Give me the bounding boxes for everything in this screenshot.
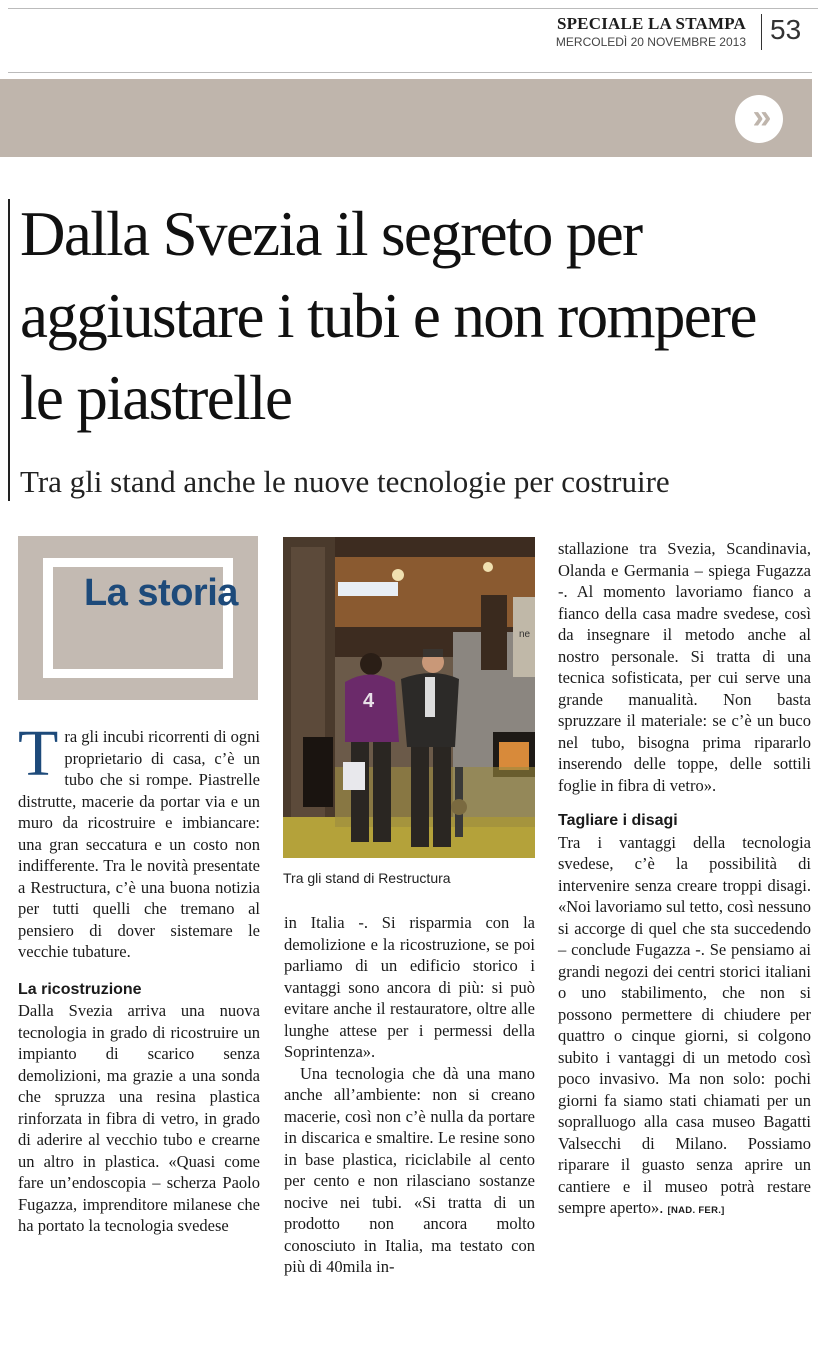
photo-jersey-number: 4	[363, 690, 375, 712]
page-number-divider	[761, 14, 762, 50]
headline: Dalla Svezia il segreto per aggiustare i tubi e non rompere le piastrelle	[20, 199, 756, 433]
paragraph: in Italia -. Si risparmia con la demolizione e la ricostruzione, se poi parliamo di un edificio storico i vantaggi sono ancora di più: si può evitare anche il restauratore, oltre alle lunghe attese per i permessi della Soprintenza».	[284, 913, 535, 1061]
article-column-1	[18, 717, 260, 1237]
top-rule	[8, 8, 818, 9]
photo-sign: ne	[519, 629, 531, 640]
author-signature: [NAD. FER.]	[667, 1205, 725, 1216]
section-subhead-ricostruzione: La ricostruzione	[18, 980, 142, 998]
rubric-label: La storia	[84, 572, 238, 614]
section-band	[0, 79, 812, 157]
masthead	[556, 14, 746, 49]
page-number: 53	[770, 14, 802, 45]
closing-paragraph: Tra i vantaggi della tecnologia svedese, c’è la possibilità di intervenire senza creare troppi disagi. «Noi lavoriamo sul tetto, così nessuno si accorge di quel che sta succedendo – conclude Fugazza -. Se pensiamo ai grandi negozi dei centri storici italiani o uno stabilimento, che non si possono permettere di chiudere per quattro o cinque giorni, si colgono subito i vantaggi di un metodo così poco invasivo. Ma non solo: pochi giorni fa siamo stati chiamati per un sopralluogo alla casa museo Bagatti Valsecchi di Milano. Possiamo riparare il guasto senza aprire un cantiere e il museo potrà restare sempre aperto».	[558, 832, 811, 1217]
article-photo	[283, 537, 535, 858]
masthead-brand: SPECIALE LA STAMPA	[556, 14, 746, 33]
paragraph: stallazione tra Svezia, Scandinavia, Olanda e Germania – spiega Fugazza -. Al momento lavoriamo fianco a fianco della casa madre svedese, così da insegnare il metodo anche al nostro personale. Si tratta di una tecnica sofisticata, per cui serve una grande manualità. Non basta spruzzare il materiale: se c’è un buco nel tubo, bisogna prima ripararlo inserendo delle toppe, delle sottili foglie in fibra di vetro».	[558, 539, 811, 795]
drop-cap: T	[18, 717, 59, 790]
rubric-box	[18, 536, 258, 700]
article-column-2	[284, 912, 535, 1278]
lead-paragraph: ra gli incubi ricorrenti di ogni proprietario di casa, c’è un tubo che si rompe. Piastrelle distrutte, macerie da portar via e un muro da ricostruire e imbiancare: una gran seccatura e un costo non indifferente. Tra le novità presentate a Restructura, c’è una buona notizia per tutti quelli che tremano al pensiero di dover sistemare le vecchie tubature.	[18, 727, 260, 961]
masthead-date: MERCOLEDÌ 20 NOVEMBRE 2013	[555, 35, 746, 49]
band-rule	[8, 72, 812, 73]
article-column-3	[558, 538, 811, 1222]
headline-rule	[8, 199, 10, 501]
paragraph	[558, 832, 811, 1222]
subheadline: Tra gli stand anche le nuove tecnologie per costruire	[20, 464, 670, 499]
photo-caption: Tra gli stand di Restructura	[283, 870, 451, 886]
section-subhead-tagliare: Tagliare i disagi	[558, 812, 678, 829]
paragraph: Dalla Svezia arriva una nuova tecnologia in grado di ricostruire un impianto di scarico senza demolizioni, ma grazie a una sonda che spruzza una resina plastica rinforzata in fibra di vetro, in grado di aderire al vecchio tubo e crearne un altro in plastica. «Quasi come fare un’endoscopia – scherza Paolo Fugazza, imprenditore milanese che ha portato la tecnologia svedese	[18, 1001, 260, 1235]
paragraph: Una tecnologia che dà una mano anche all’ambiente: non si creano macerie, così non c’è nulla da portare in discarica e smaltire. Le resine sono in base plastica, riciclabile al cento per cento e non rilasciano sostanze nocive nei tubi. «Si tratta di un prodotto non ancora molto conosciuto in Italia, ma testato con più di 40mila in-	[284, 1063, 535, 1276]
double-chevron-right-icon: »	[735, 95, 783, 143]
